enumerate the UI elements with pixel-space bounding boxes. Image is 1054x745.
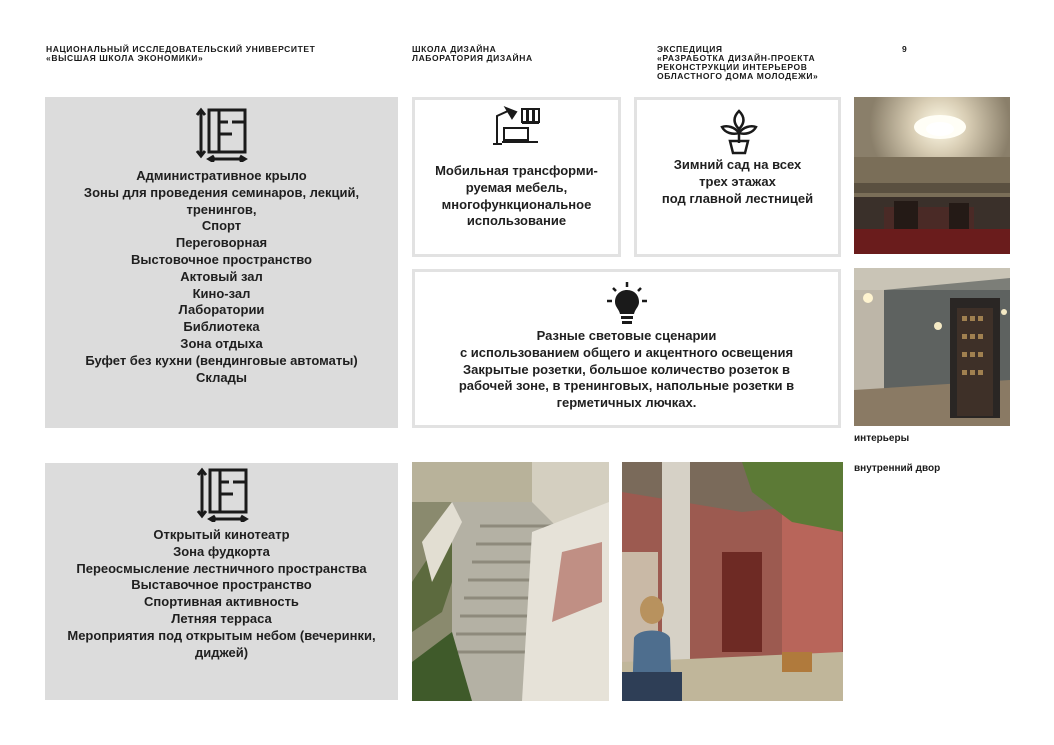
courtyard-line: Мероприятия под открытым небом (вечеринки, [67, 627, 376, 643]
zone-line: Буфет без кухни (вендинговые автоматы) [85, 352, 358, 368]
header-school [412, 45, 533, 63]
header-expedition-line: ОБЛАСТНОГО ДОМА МОЛОДЕЖИ» [657, 71, 819, 81]
winter-garden-line: трех этажах [699, 173, 776, 189]
page-number: 9 [902, 44, 908, 54]
header-school-line: ШКОЛА ДИЗАЙНА [412, 44, 497, 54]
lighting-line: герметичных лючках. [556, 395, 697, 411]
header-expedition-line: РЕКОНСТРУКЦИИ ИНТЕРЬЕРОВ [657, 62, 808, 72]
courtyard-line: Выставочное пространство [131, 577, 312, 593]
plant-icon [719, 107, 759, 155]
zone-line: Зоны для проведения семинаров, лекций, [83, 184, 360, 200]
winter-garden-panel [634, 97, 841, 257]
courtyard-line: Спортивная активность [144, 594, 299, 610]
furniture-line: Мобильная трансформи- [435, 163, 598, 178]
header-university-line: НАЦИОНАЛЬНЫЙ ИССЛЕДОВАТЕЛЬСКИЙ УНИВЕРСИТЕТ [46, 44, 316, 54]
header-university-line: «ВЫСШАЯ ШКОЛА ЭКОНОМИКИ» [46, 53, 204, 63]
courtyard-zones-text [45, 527, 398, 661]
lighting-text [415, 328, 838, 412]
header-university [46, 45, 315, 63]
caption-courtyard: внутренний двор [854, 463, 941, 474]
floor-plan-icon [195, 466, 251, 522]
courtyard-stairs-photo [412, 462, 609, 701]
lightbulb-icon [606, 281, 648, 327]
furniture-text [415, 163, 618, 230]
interior-zones-panel [45, 97, 398, 428]
zone-line: Переговорная [175, 235, 268, 251]
interior-hall-photo [854, 97, 1010, 254]
furniture-line: многофункциональное [441, 196, 592, 212]
courtyard-line: Летняя терраса [171, 610, 272, 626]
lighting-panel [412, 269, 841, 428]
zone-line: тренингов, [186, 201, 257, 217]
desk-lamp-icon [492, 106, 542, 146]
caption-interiors: интерьеры [854, 433, 910, 444]
interior-corridor-photo [854, 268, 1010, 426]
zone-line: Лаборатории [178, 302, 265, 318]
header-expedition-line: «РАЗРАБОТКА ДИЗАЙН-ПРОЕКТА [657, 53, 816, 63]
header-expedition [657, 45, 818, 81]
winter-garden-line: Зимний сад на всех [673, 157, 802, 172]
header-expedition-line: ЭКСПЕДИЦИЯ [657, 44, 723, 54]
winter-garden-text [637, 157, 838, 207]
lighting-line: Разные световые сценарии [536, 328, 717, 343]
furniture-line: руемая мебель, [465, 179, 568, 195]
furniture-panel [412, 97, 621, 257]
furniture-line: использование [466, 213, 567, 229]
zone-line: Административное крыло [136, 168, 307, 183]
zone-line: Спорт [201, 218, 242, 234]
winter-garden-line: под главной лестницей [661, 190, 814, 206]
lighting-line: рабочей зоне, в тренинговых, напольные розетки в [458, 378, 795, 394]
zone-line: Библиотека [183, 319, 260, 335]
zone-line: Кино-зал [192, 285, 251, 301]
courtyard-line: Открытый кинотеатр [153, 527, 290, 542]
header-school-line: ЛАБОРАТОРИЯ ДИЗАЙНА [412, 53, 533, 63]
floor-plan-icon [194, 106, 250, 162]
courtyard-line: диджей) [194, 644, 249, 660]
courtyard-zones-panel [45, 463, 398, 700]
courtyard-ruins-photo [622, 462, 843, 701]
zone-line: Склады [196, 369, 247, 385]
zone-line: Зона отдыха [180, 335, 263, 351]
courtyard-line: Зона фудкорта [173, 543, 270, 559]
lighting-line: с использованием общего и акцентного освещения [459, 344, 794, 360]
zone-line: Выстовочное пространство [130, 251, 313, 267]
lighting-line: Закрытые розетки, большое количество розеток в [463, 361, 790, 377]
interior-zones-text [45, 168, 398, 386]
zone-line: Актовый зал [180, 268, 263, 284]
courtyard-line: Переосмысление лестничного пространства [76, 560, 367, 576]
